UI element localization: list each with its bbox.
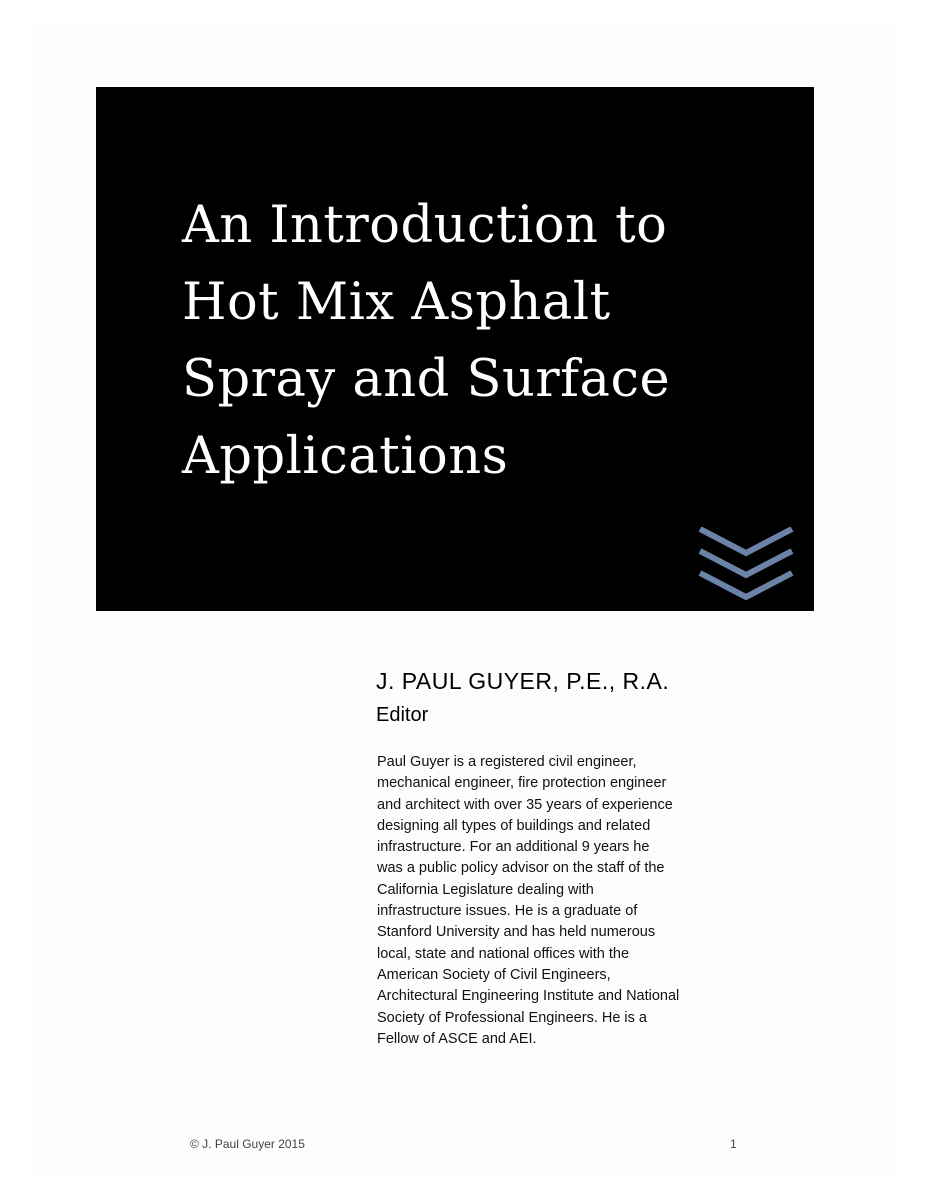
author-bio — [377, 752, 777, 1050]
author-role: Editor — [376, 704, 429, 726]
bio-line: was a public policy advisor on the staff of the — [377, 860, 665, 877]
triple-chevron-down-icon — [696, 527, 796, 607]
title-line: Applications — [182, 427, 509, 486]
bio-line: Stanford University and has held numerous — [377, 924, 656, 941]
bio-line: California Legislature dealing with — [377, 881, 594, 898]
bio-line: Fellow of ASCE and AEI. — [377, 1030, 537, 1047]
page-number: 1 — [730, 1137, 737, 1151]
bio-line: infrastructure. For an additional 9 years he — [377, 839, 650, 856]
title-line: Hot Mix Asphalt — [182, 273, 611, 332]
bio-line: Society of Professional Engineers. He is a — [377, 1009, 647, 1026]
bio-line: infrastructure issues. He is a graduate of — [377, 903, 638, 920]
footer-copyright: © J. Paul Guyer 2015 — [190, 1137, 305, 1151]
bio-line: and architect with over 35 years of experience — [377, 796, 673, 813]
title-line: An Introduction to — [182, 196, 668, 255]
bio-line: American Society of Civil Engineers, — [377, 966, 611, 983]
chevron-stroke — [700, 529, 792, 553]
bio-line: Architectural Engineering Institute and National — [377, 988, 680, 1005]
bio-line: Paul Guyer is a registered civil engineer, — [377, 754, 637, 770]
bio-line: mechanical engineer, fire protection engineer — [377, 775, 667, 792]
bio-line: local, state and national offices with the — [377, 945, 630, 962]
title-line: Spray and Surface — [182, 350, 671, 409]
author-name: J. PAUL GUYER, P.E., R.A. — [376, 668, 670, 694]
bio-line: designing all types of buildings and related — [377, 817, 651, 834]
title-block — [96, 87, 814, 611]
book-title — [182, 187, 802, 495]
